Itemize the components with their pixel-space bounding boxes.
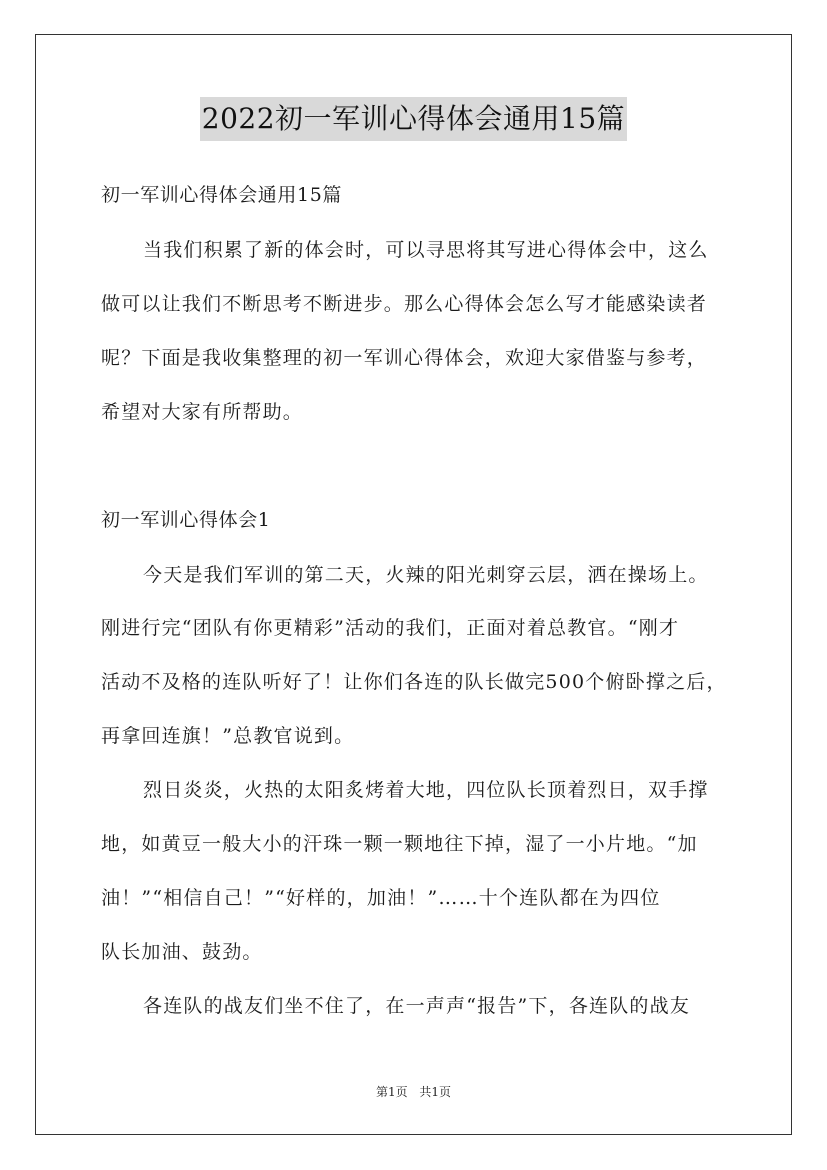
- page-footer: [0, 1084, 827, 1100]
- intro-line-1: 当我们积累了新的体会时，可以寻思将其写进心得体会中，这么: [143, 239, 709, 261]
- body-line-7: 油！”“相信自己！”“好样的，加油！”……十个连队都在为四位: [101, 887, 661, 909]
- intro-line-3: 呢？下面是我收集整理的初一军训心得体会，欢迎大家借鉴与参考，: [101, 347, 708, 369]
- intro-line-4: 希望对大家有所帮助。: [101, 401, 304, 423]
- section-heading: 初一军训心得体会1: [101, 509, 271, 531]
- page-total: 共1页: [419, 1085, 452, 1099]
- document-title: 2022初一军训心得体会通用15篇: [200, 97, 627, 141]
- body-line-8: 队长加油、鼓劲。: [101, 941, 263, 963]
- body-line-9: 各连队的战友们坐不住了，在一声声“报告”下，各连队的战友: [143, 995, 691, 1017]
- body-line-4: 再拿回连旗！”总教官说到。: [101, 725, 355, 747]
- body-line-5: 烈日炎炎，火热的太阳炙烤着大地，四位队长顶着烈日，双手撑: [143, 779, 709, 801]
- body-line-6: 地，如黄豆一般大小的汗珠一颗一颗地往下掉，湿了一小片地。“加: [101, 833, 698, 855]
- body-line-3: 活动不及格的连队听好了！让你们各连的队长做完500个俯卧撑之后，: [101, 671, 727, 693]
- intro-line-2: 做可以让我们不断思考不断进步。那么心得体会怎么写才能感染读者: [101, 293, 708, 315]
- body-line-2: 刚进行完“团队有你更精彩”活动的我们，正面对着总教官。“刚才: [101, 617, 680, 639]
- document-subtitle: 初一军训心得体会通用15篇: [101, 184, 342, 206]
- title-container: [0, 97, 827, 141]
- body-line-1: 今天是我们军训的第二天，火辣的阳光刺穿云层，洒在操场上。: [143, 564, 709, 586]
- page-number: 第1页: [375, 1085, 408, 1099]
